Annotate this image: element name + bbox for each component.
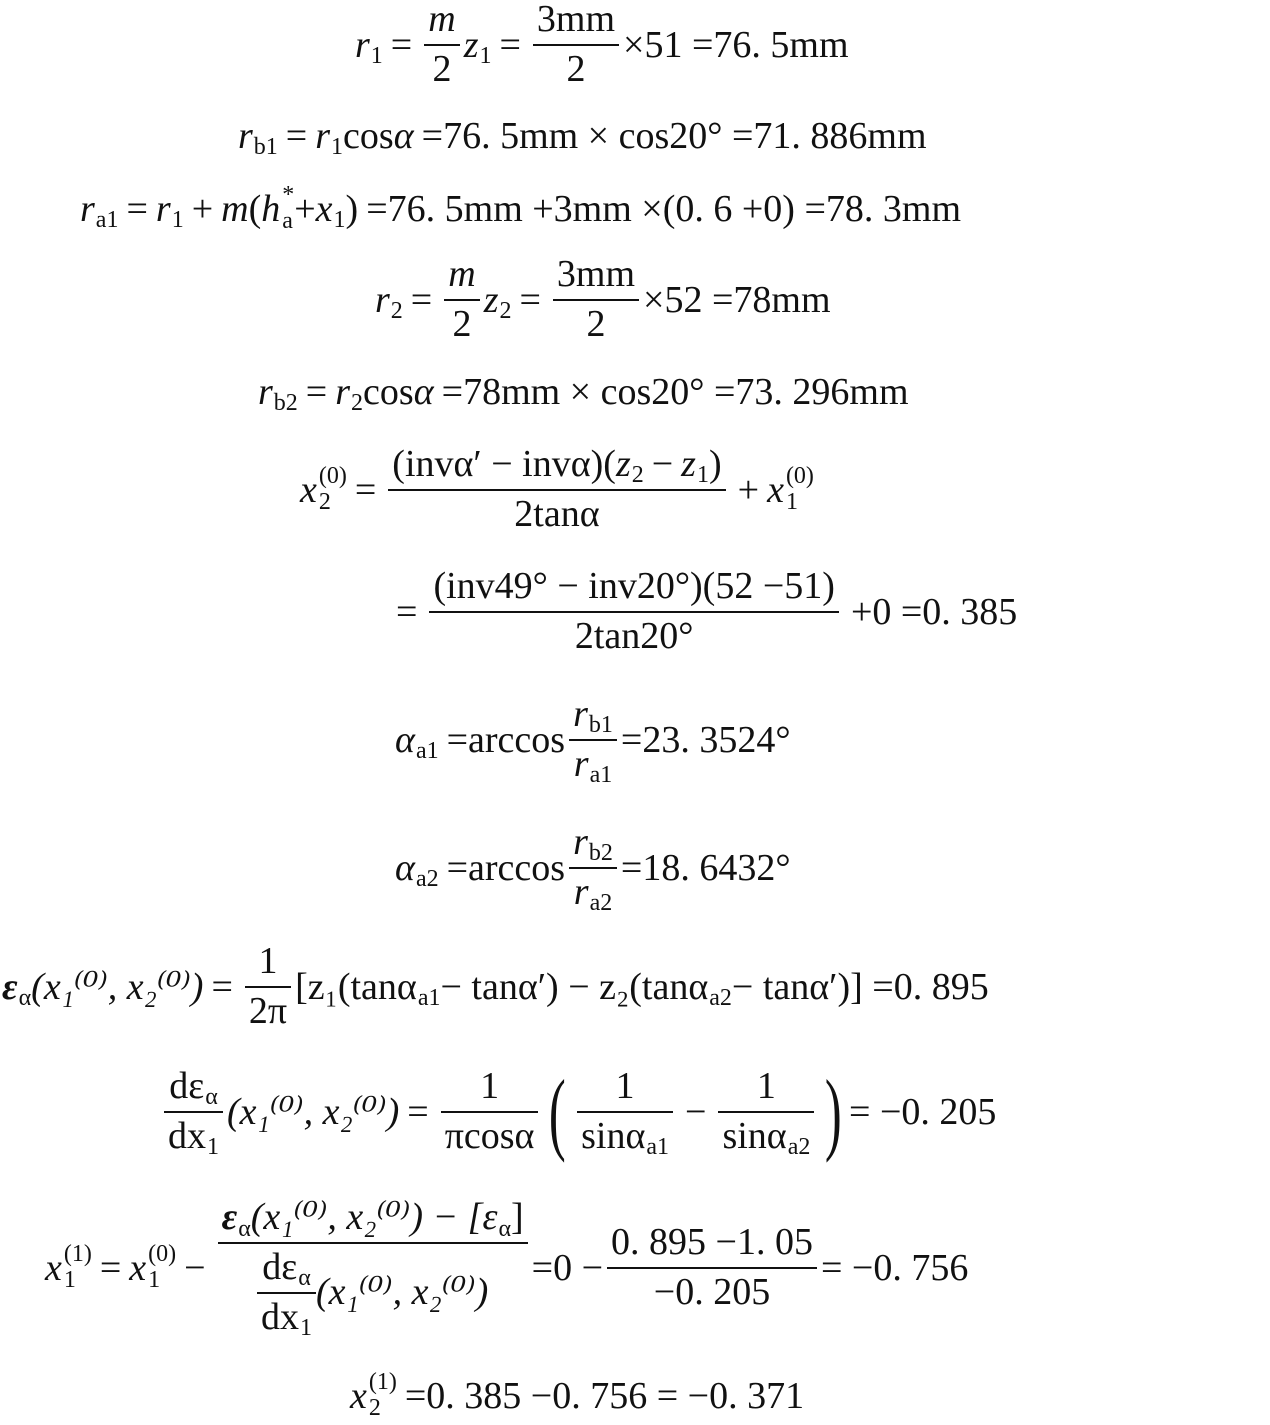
fraction-newton-step: ε α (x₁⁽⁰⁾, x₂⁽⁰⁾) − [ε α ] dε α dx 1 (x₁⁽⁰⁾, x₂⁽⁰⁾) bbox=[218, 1198, 528, 1338]
equation-alpha-a2: α a2 =arccos r b2 r a2 =18. 6432° bbox=[395, 821, 791, 917]
fraction-rb2-over-ra2: r b2 r a2 bbox=[569, 823, 617, 913]
fraction-m-over-2: $\frac{m}{2}$ bbox=[424, 0, 459, 90]
equation-ra1: r a1 = r 1 + m ( h * a + x 1 ) =76. 5mm +3mm ×(0. 6 +0) =78. 3mm bbox=[80, 182, 962, 234]
equation-alpha-a1: α a1 =arccos r b1 r a1 =23. 3524° bbox=[395, 693, 791, 789]
equation-r1-result: ×51 =76. 5mm bbox=[623, 24, 849, 66]
equation-derivative: dε α dx 1 (x₁⁽⁰⁾, x₂⁽⁰⁾) = $\frac{1}{\pi\cos\alpha}$ ( 1 sinα a1 − 1 sinα a2 ) = −0. 205 bbox=[160, 1060, 996, 1164]
fraction-1-over-2pi: $\frac{1}{2\pi}$ bbox=[245, 942, 291, 1032]
equation-rb1-result: =76. 5mm × cos20° =71. 886mm bbox=[421, 115, 927, 157]
equation-x2-iteration-result: =0. 385 −0. 756 = −0. 371 bbox=[404, 1375, 805, 1417]
fraction-numeric-step: $\frac{0. 895 -1. 05}{-0. 205}$ bbox=[607, 1223, 817, 1313]
equation-alpha-a1-result: =23. 3524° bbox=[620, 719, 791, 761]
equation-rb2-result: =78mm × cos20° =73. 296mm bbox=[441, 371, 909, 413]
equation-derivative-result: = −0. 205 bbox=[849, 1091, 997, 1133]
fraction-1-over-picos: $\frac{1}{\pi\cos\alpha}$ bbox=[441, 1067, 539, 1157]
equation-x2-initial: x (0) 2 = (invα′ − invα)( z 2 − z 1 ) 2tanα + x (0) 1 bbox=[300, 443, 814, 535]
equation-x1-iteration-result: = −0. 756 bbox=[820, 1247, 969, 1289]
fraction-1-over-sin-a1: 1 sinα a1 bbox=[577, 1067, 673, 1157]
fraction-rb1-over-ra1: r b1 r a1 bbox=[569, 695, 617, 785]
equation-r2: r 2 = $\frac{m}{2}$ z 2 = $\frac{3mm}{2}$ ×52 =78mm bbox=[375, 253, 831, 345]
equation-x1-iteration: x (1) 1 = x (0) 1 − ε α (x₁⁽⁰⁾, x₂⁽⁰⁾) − [ε α ] dε α dx 1 (x₁⁽⁰⁾, x₂⁽⁰⁾) =0 − $\frac{0. 895 -1. 05}{-0. 205}$ = −0. 756 bbox=[45, 1196, 969, 1342]
equation-ra1-result: =76. 5mm +3mm ×(0. 6 +0) =78. 3mm bbox=[366, 188, 962, 230]
equation-x2-initial-result: +0 =0. 385 bbox=[850, 591, 1018, 633]
equation-r1: r 1 = $\frac{m}{2}$ z 1 = $\frac{3mm}{2}$ ×51 =76. 5mm bbox=[355, 0, 849, 90]
fraction-1-over-sin-a2: 1 sinα a2 bbox=[718, 1067, 814, 1157]
fraction-3mm-over-2: $\frac{3mm}{2}$ bbox=[553, 255, 639, 345]
equation-x2-initial-value: = $\frac{\text{(inv49° − inv20°)(52 −51)}}{2\tan 20^\circ}$ +0 =0. 385 bbox=[396, 565, 1018, 657]
equation-rb1: r b1 = r 1 cos α =76. 5mm × cos20° =71. 886mm bbox=[238, 115, 927, 160]
equation-x2-iteration: x (1) 2 =0. 385 −0. 756 = −0. 371 bbox=[350, 1369, 805, 1421]
r1-symbol: r bbox=[355, 24, 370, 66]
equation-r2-result: ×52 =78mm bbox=[643, 279, 831, 321]
fraction-inv49-inv20: $\frac{\text{(inv49° − inv20°)(52 −51)}}{2\tan 20^\circ}$ bbox=[429, 567, 839, 657]
equation-contact-ratio: ε α (x₁⁽⁰⁾, x₂⁽⁰⁾) = $\frac{1}{2\pi}$ [z₁(tanα a1 − tanα′) − z₂(tanα a2 − tanα′)] =0. 895 bbox=[2, 940, 989, 1032]
fraction-deps-dx1: dε α dx 1 bbox=[164, 1067, 223, 1157]
equation-contact-ratio-result: − tanα′)] =0. 895 bbox=[731, 966, 989, 1008]
fraction-3mm-over-2: $\frac{3mm}{2}$ bbox=[533, 0, 619, 90]
equation-rb2: r b2 = r 2 cos α =78mm × cos20° =73. 296mm bbox=[258, 371, 909, 416]
equation-alpha-a2-result: =18. 6432° bbox=[620, 847, 791, 889]
fraction-m-over-2: $\frac{m}{2}$ bbox=[444, 255, 479, 345]
fraction-inv-diff: (invα′ − invα)( z 2 − z 1 ) 2tanα bbox=[388, 445, 725, 535]
